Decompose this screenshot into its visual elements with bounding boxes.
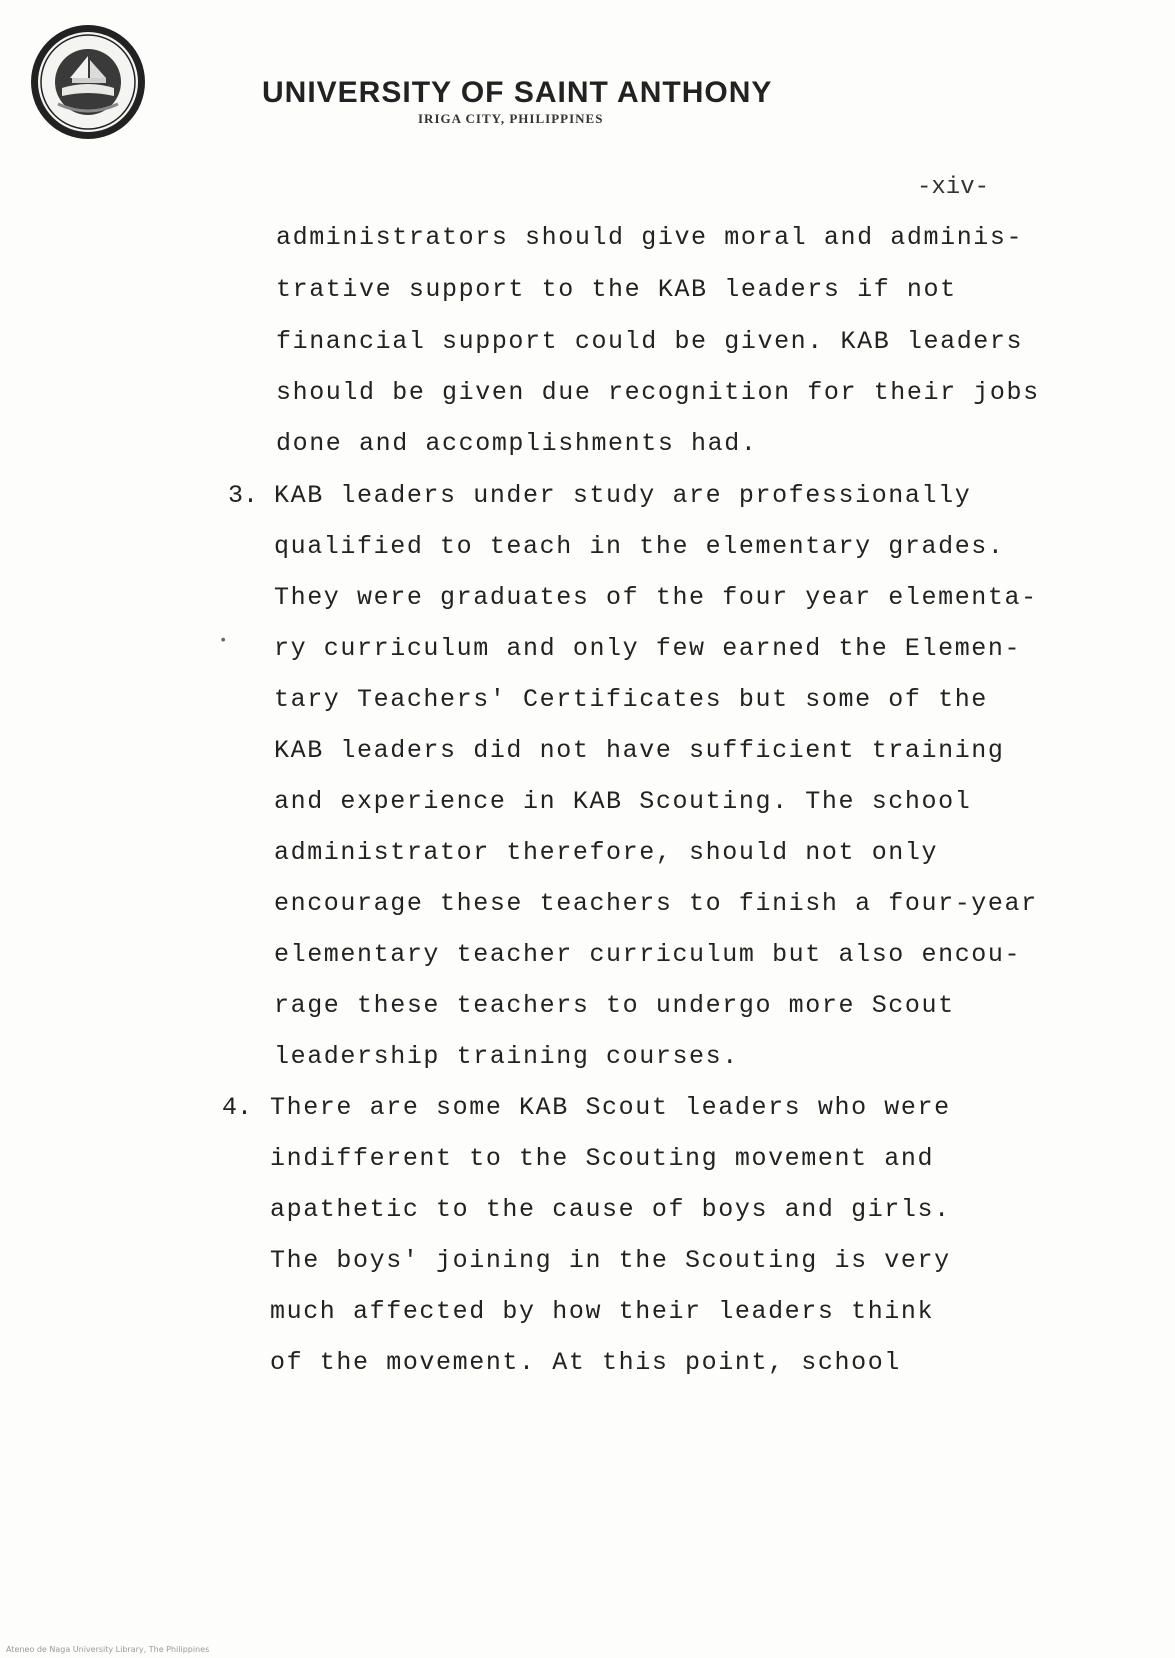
university-location: IRIGA CITY, PHILIPPINES [418, 111, 604, 126]
text-line: should be given due recognition for their jobs [276, 378, 1040, 407]
text-line: elementary teacher curriculum but also encou- [274, 940, 1022, 969]
text-line: financial support could be given. KAB leaders [276, 327, 1024, 356]
text-line: qualified to teach in the elementary grades. [274, 532, 1005, 561]
text-line: indifferent to the Scouting movement and [270, 1144, 935, 1173]
text-line: KAB leaders under study are professionally [274, 481, 972, 510]
text-line: rage these teachers to undergo more Scout [274, 991, 955, 1020]
list-item-number: 3. [228, 481, 259, 510]
text-line: administrator therefore, should not only [274, 838, 939, 867]
text-line: They were graduates of the four year elementa- [274, 583, 1038, 612]
text-line: leadership training courses. [274, 1042, 739, 1071]
text-line: KAB leaders did not have sufficient training [274, 736, 1005, 765]
text-line: and experience in KAB Scouting. The school [274, 787, 972, 816]
text-line: done and accomplishments had. [276, 429, 758, 458]
text-line: encourage these teachers to finish a four-year [274, 889, 1038, 918]
text-line: much affected by how their leaders think [270, 1297, 935, 1326]
text-line: administrators should give moral and adminis- [276, 223, 1024, 252]
university-seal-icon [28, 22, 148, 142]
university-name: UNIVERSITY OF SAINT ANTHONY [262, 76, 773, 109]
text-line: There are some KAB Scout leaders who were [270, 1093, 951, 1122]
text-line: of the movement. At this point, school [270, 1348, 901, 1377]
footer-stamp: Ateneo de Naga University Library, The Philippines [6, 1645, 210, 1654]
list-item-number: 4. [222, 1093, 253, 1122]
stray-mark: • [219, 633, 228, 649]
text-line: trative support to the KAB leaders if not [276, 275, 957, 304]
text-line: tary Teachers' Certificates but some of the [274, 685, 988, 714]
text-line: ry curriculum and only few earned the Elemen- [274, 634, 1022, 663]
text-line: apathetic to the cause of boys and girls. [270, 1195, 951, 1224]
page-number: -xiv- [917, 174, 990, 201]
text-line: The boys' joining in the Scouting is very [270, 1246, 951, 1275]
